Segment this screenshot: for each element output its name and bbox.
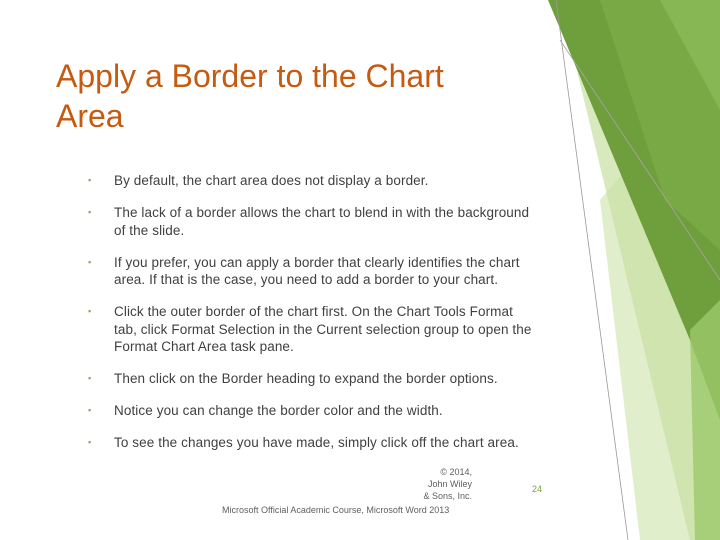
deco-shape-bottom xyxy=(690,300,720,540)
page-number: 24 xyxy=(531,484,542,494)
bullet-item xyxy=(88,434,538,452)
bullet-item xyxy=(88,370,538,388)
bullet-icon: ▪ xyxy=(88,207,92,217)
bullet-icon: ▪ xyxy=(88,405,92,415)
bullet-icon: ▪ xyxy=(88,256,92,267)
bullet-text: To see the changes you have made, simply click off the chart area. xyxy=(114,435,519,450)
slide-title: Apply a Border to the Chart Area xyxy=(56,58,444,134)
bullet-text: By default, the chart area does not display a border. xyxy=(114,173,429,188)
bullet-icon: ▪ xyxy=(88,175,92,185)
bullet-icon: ▪ xyxy=(88,306,92,316)
bullet-list xyxy=(88,172,538,466)
bullet-item xyxy=(88,303,538,356)
bullet-icon: ▪ xyxy=(88,437,92,447)
bullet-item xyxy=(88,204,538,239)
bullet-item xyxy=(88,172,538,190)
bullet-text: If you prefer, you can apply a border that clearly identifies the chart area. If that is the case, you need to add a border to your chart. xyxy=(114,254,520,287)
bullet-text: The lack of a border allows the chart to blend in with the background of the slide. xyxy=(114,205,530,238)
bullet-text: Then click on the Border heading to expand the border options. xyxy=(114,371,498,386)
bullet-icon: ▪ xyxy=(88,373,92,383)
bullet-item xyxy=(88,254,538,289)
bullet-text: Click the outer border of the chart first. On the Chart Tools Format tab, click Format Selection in the Current selection group to open the Format Chart Area task pane. xyxy=(114,304,532,354)
bullet-item xyxy=(88,402,538,420)
copyright-notice: © 2014, John Wiley & Sons, Inc. xyxy=(423,467,472,501)
footer-text: Microsoft Official Academic Course, Microsoft Word 2013 xyxy=(222,505,450,515)
bullet-text: Notice you can change the border color and the width. xyxy=(114,403,443,418)
